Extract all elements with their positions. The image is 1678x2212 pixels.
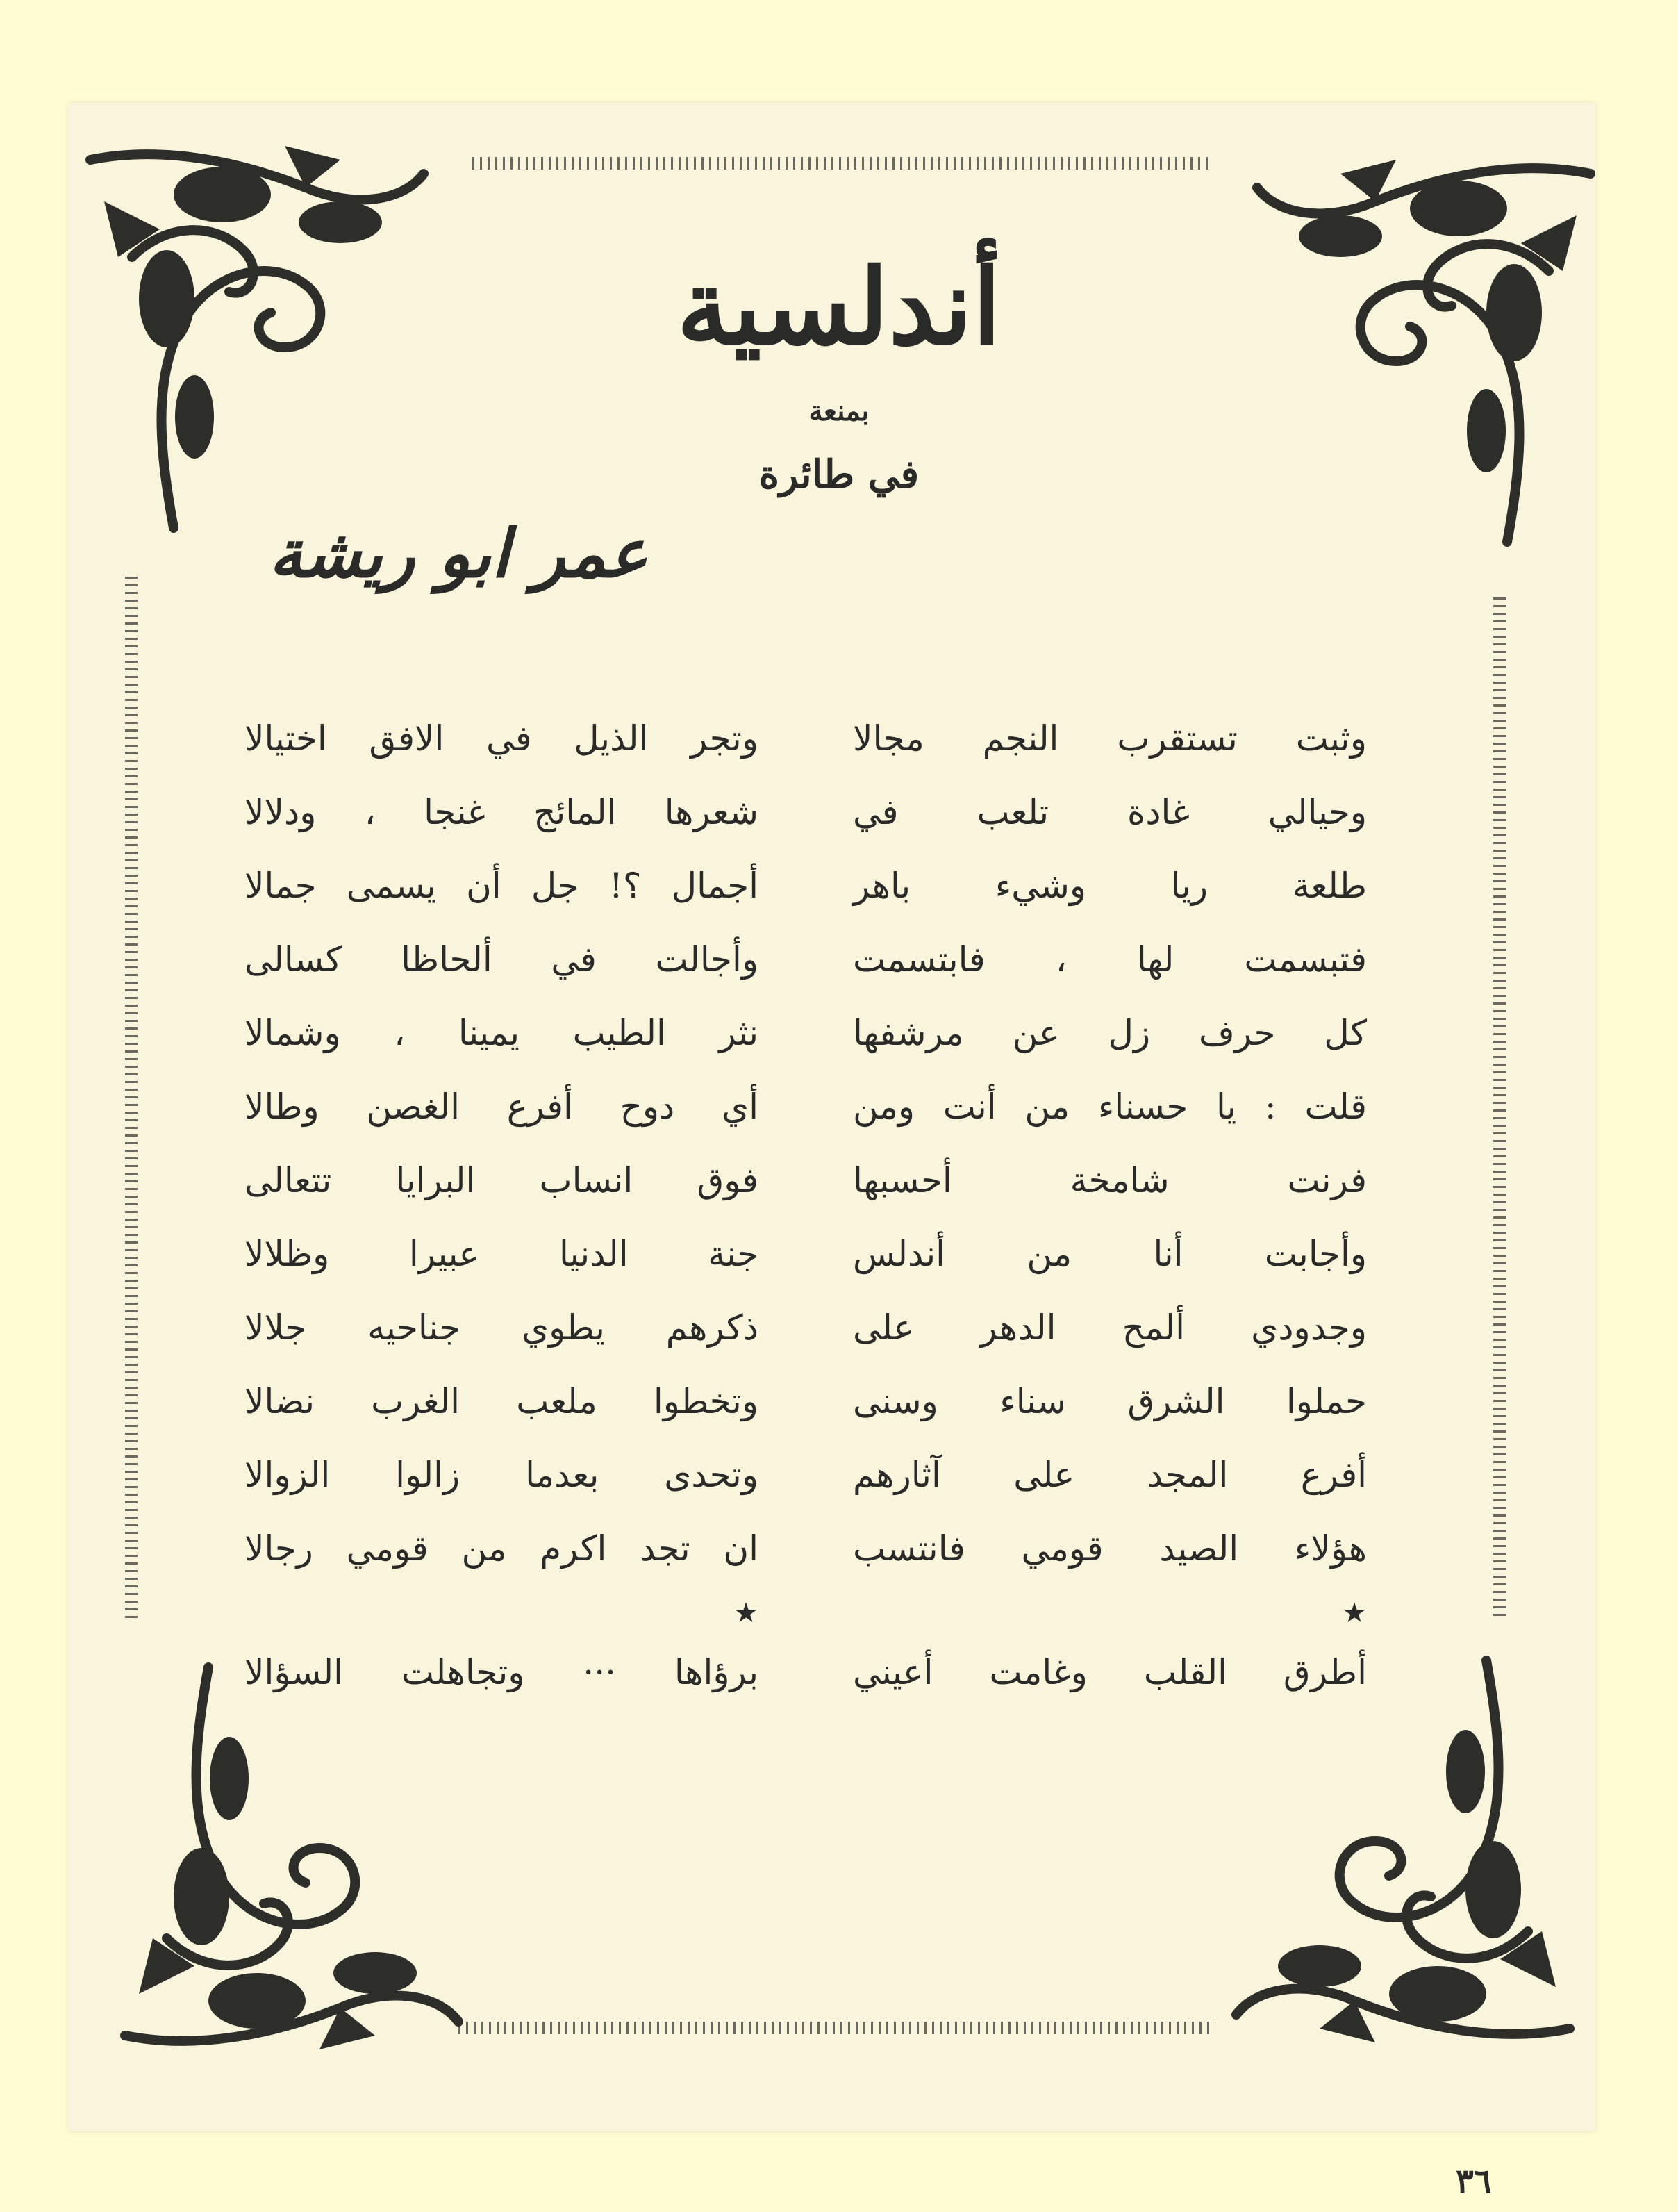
star-separator-right: ★ — [1342, 1597, 1367, 1629]
verse-left-6: أي دوح أفرع الغصن وطالا — [244, 1087, 758, 1127]
right-border — [1493, 597, 1506, 1619]
verse-right-tail: أطرق القلب وغامت أعيني — [853, 1652, 1367, 1692]
verse-left-1: وتجر الذيل في الافق اختيالا — [244, 718, 758, 759]
verse-right-11: أفرع المجد على آثارهم — [853, 1455, 1367, 1495]
verse-right-12: هؤلاء الصيد قومي فانتسب — [853, 1528, 1367, 1569]
verse-right-1: وثبت تستقرب النجم مجالا — [853, 718, 1367, 759]
poem-left-column — [244, 702, 758, 1703]
verse-right-10: حملوا الشرق سناء وسنى — [853, 1381, 1367, 1421]
verse-left-12: ان تجد اكرم من قومي رجالا — [244, 1528, 758, 1569]
verse-left-10: وتخطوا ملعب الغرب نضالا — [244, 1381, 758, 1421]
verse-left-tail: برؤاها ··· وتجاهلت السؤالا — [244, 1652, 758, 1692]
verse-right-9: وجدودي ألمح الدهر على — [853, 1307, 1367, 1348]
verse-left-4: وأجالت في ألحاظا كسالى — [244, 939, 758, 980]
verse-right-4: فتبسمت لها ، فابتسمت — [853, 939, 1367, 980]
verse-left-7: فوق انساب البرايا تتعالى — [244, 1160, 758, 1200]
verse-right-7: فرنت شامخة أحسبها — [853, 1160, 1367, 1200]
verse-right-5: كل حرف زل عن مرشفها — [853, 1013, 1367, 1053]
verse-left-9: ذكرهم يطوي جناحيه جلالا — [244, 1307, 758, 1348]
poem-byline: بمنعة — [808, 395, 870, 427]
poem-right-column — [853, 702, 1367, 1703]
verse-left-5: نثر الطيب يمينا ، وشمالا — [244, 1013, 758, 1053]
verse-right-6: قلت : يا حسناء من أنت ومن — [853, 1087, 1367, 1127]
star-separator-left: ★ — [733, 1597, 758, 1629]
verse-left-8: جنة الدنيا عبيرا وظلالا — [244, 1234, 758, 1274]
ornament-bottom-left-icon — [111, 1660, 472, 2077]
ornament-bottom-right-icon — [1222, 1653, 1584, 2070]
verse-right-8: وأجابت أنا من أندلس — [853, 1234, 1367, 1274]
verse-left-3: أجمال ؟! جل أن يسمى جمالا — [244, 866, 758, 906]
page-number: ٣٦ — [1456, 2162, 1492, 2201]
left-border — [125, 577, 138, 1619]
verse-right-3: طلعة ريا وشيء باهر — [853, 866, 1367, 906]
verse-left-2: شعرها المائج غنجا ، ودلالا — [244, 792, 758, 832]
poem-author: عمر ابو ريشة — [269, 514, 648, 593]
poem-subtitle: في طائرة — [758, 452, 920, 497]
top-border — [472, 157, 1208, 170]
bottom-border — [458, 2022, 1215, 2034]
verse-left-11: وتحدى بعدما زالوا الزوالا — [244, 1455, 758, 1495]
verse-right-2: وحيالي غادة تلعب في — [853, 792, 1367, 832]
poem-title: أندلسية — [676, 246, 1002, 368]
